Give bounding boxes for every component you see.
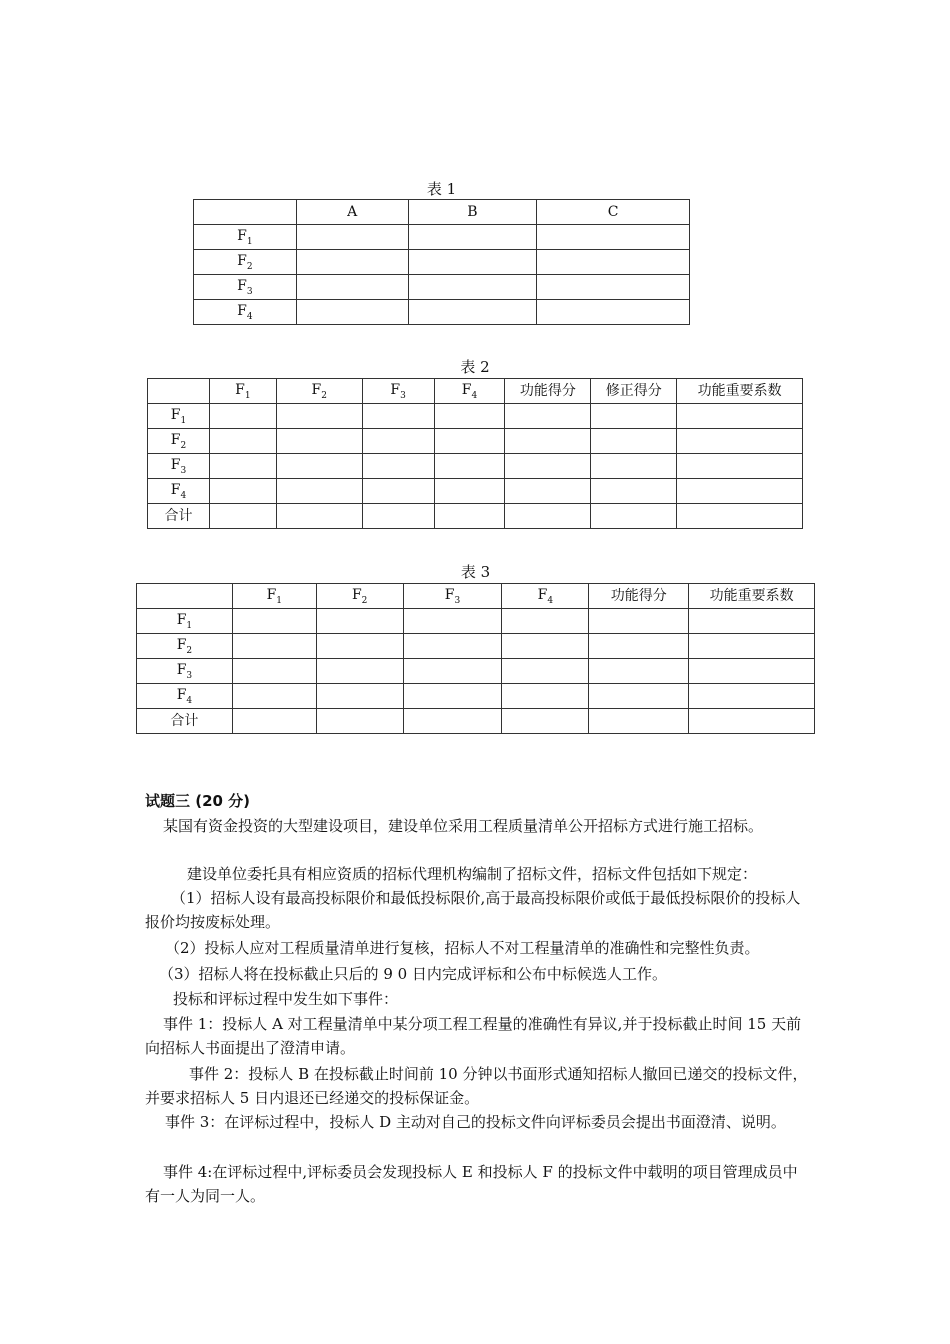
header-sub: 2 xyxy=(321,390,327,401)
table3-header-cell xyxy=(316,584,403,609)
table1-cell xyxy=(296,275,408,300)
table2-header-cell xyxy=(505,379,591,404)
row-label-text: 合计 xyxy=(164,508,193,525)
table3-cell xyxy=(589,634,689,659)
table2-row xyxy=(148,429,803,454)
table3-cell xyxy=(502,609,589,634)
table3-header-cell xyxy=(232,584,316,609)
table1-row-label xyxy=(194,250,297,275)
row-label-sub: 2 xyxy=(186,645,193,656)
header-text: F xyxy=(311,381,322,398)
table2-cell xyxy=(591,479,677,504)
header-text: F xyxy=(390,381,401,398)
table2-row xyxy=(148,454,803,479)
table1-cell xyxy=(296,225,408,250)
table1-cell xyxy=(408,275,537,300)
table3-cell xyxy=(589,684,689,709)
table2-row-label xyxy=(148,429,210,454)
table3-cell xyxy=(502,684,589,709)
question-paragraph: （3）招标人将在投标截止只后的 9 0 日内完成评标和公布中标候选人工作。 xyxy=(159,965,667,983)
table1-row xyxy=(194,300,690,325)
table2-cell xyxy=(434,479,505,504)
table3-cell xyxy=(502,634,589,659)
table2-cell xyxy=(276,454,362,479)
header-sub: 3 xyxy=(400,390,406,401)
table1-cell xyxy=(408,300,537,325)
row-label-text: F xyxy=(176,661,187,678)
table3-cell xyxy=(403,634,502,659)
table3-cell xyxy=(403,709,502,734)
table3 xyxy=(136,583,815,734)
table3-row xyxy=(137,609,815,634)
table3-cell xyxy=(589,659,689,684)
header-text: 功能重要系数 xyxy=(697,383,782,400)
table2-cell xyxy=(362,404,434,429)
table2-cell xyxy=(276,404,362,429)
table2-cell xyxy=(591,454,677,479)
table1-header-cell: A xyxy=(296,200,408,225)
table3-cell xyxy=(502,709,589,734)
table2-cell xyxy=(505,504,591,529)
table3-cell xyxy=(232,634,316,659)
row-label-text: F xyxy=(170,406,181,423)
table1-row xyxy=(194,250,690,275)
table2-header-cell xyxy=(209,379,276,404)
header-text: F xyxy=(537,586,548,603)
table2-cell xyxy=(677,454,803,479)
header-text: 功能得分 xyxy=(519,383,576,400)
table2-cell xyxy=(276,479,362,504)
table3-cell xyxy=(316,634,403,659)
row-label-sub: 1 xyxy=(180,415,187,426)
table3-header-cell xyxy=(403,584,502,609)
table3-cell xyxy=(403,659,502,684)
table2-cell xyxy=(677,479,803,504)
header-text: F xyxy=(351,586,362,603)
row-label-sub: 1 xyxy=(246,236,253,247)
table2-cell xyxy=(209,504,276,529)
header-text: 修正得分 xyxy=(605,383,662,400)
header-text: F xyxy=(444,586,455,603)
table1-cell xyxy=(408,250,537,275)
row-label-text: F xyxy=(170,456,181,473)
table2-caption: 表 2 xyxy=(460,358,490,376)
table3-cell xyxy=(403,684,502,709)
table1-cell xyxy=(296,250,408,275)
table3-header-cell xyxy=(589,584,689,609)
table2-cell xyxy=(434,454,505,479)
question-paragraph: （2）投标人应对工程质量清单进行复核，招标人不对工程量清单的准确性和完整性负责。 xyxy=(165,939,760,957)
table1-cell xyxy=(296,300,408,325)
table2-header-cell xyxy=(276,379,362,404)
table2-cell xyxy=(677,504,803,529)
row-label-sub: 4 xyxy=(180,490,187,501)
row-label-text: F xyxy=(237,302,247,319)
table2-cell xyxy=(362,479,434,504)
table2-cell xyxy=(362,429,434,454)
table2-header-row xyxy=(148,379,803,404)
header-sub: 4 xyxy=(471,390,478,401)
table2-header-cell xyxy=(362,379,434,404)
table2-row xyxy=(148,479,803,504)
table3-cell xyxy=(689,684,815,709)
table3-cell xyxy=(316,659,403,684)
table2-row-label xyxy=(148,479,210,504)
table3-row xyxy=(137,684,815,709)
table3-cell xyxy=(589,709,689,734)
table1-cell xyxy=(537,300,690,325)
table2-cell xyxy=(505,404,591,429)
header-text: 功能得分 xyxy=(610,588,667,605)
header-sub: 1 xyxy=(244,390,251,401)
table3-caption: 表 3 xyxy=(460,563,491,581)
table2-cell xyxy=(505,479,591,504)
table2-cell xyxy=(591,429,677,454)
row-label-text: F xyxy=(237,277,247,294)
row-label-sub: 3 xyxy=(186,670,193,681)
table3-header-cell xyxy=(689,584,815,609)
table2-cell xyxy=(505,454,591,479)
table2-row xyxy=(148,404,803,429)
question-paragraph: 某国有资金投资的大型建设项目，建设单位采用工程质量清单公开招标方式进行施工招标。 xyxy=(163,817,764,835)
table3-row-label xyxy=(137,609,233,634)
row-label-sub: 4 xyxy=(246,311,253,322)
table3-row-label xyxy=(137,659,233,684)
table1-row-label xyxy=(194,300,297,325)
table3-cell xyxy=(689,659,815,684)
table1-cell xyxy=(537,225,690,250)
row-label-sub: 2 xyxy=(180,440,187,451)
table3-cell xyxy=(689,634,815,659)
table3-cell xyxy=(316,709,403,734)
row-label-sub: 1 xyxy=(186,620,193,631)
table1-header-cell: B xyxy=(408,200,537,225)
question-paragraph: 事件 3：在评标过程中，投标人 D 主动对自己的投标文件向评标委员会提出书面澄清、说明。 xyxy=(165,1113,786,1131)
table2-cell xyxy=(209,479,276,504)
table2-cell xyxy=(677,429,803,454)
header-sub: 2 xyxy=(361,595,368,606)
table2-row-label xyxy=(148,454,210,479)
table3-row xyxy=(137,659,815,684)
header-text: F xyxy=(266,586,277,603)
row-label-text: F xyxy=(237,227,247,244)
row-label-text: F xyxy=(176,636,187,653)
question-paragraph: 事件 4:在评标过程中,评标委员会发现投标人 E 和投标人 F 的投标文件中载明的项目管理成员中有一人为同一人。 xyxy=(145,1163,798,1205)
table3-row xyxy=(137,709,815,734)
table1-row xyxy=(194,225,690,250)
row-label-text: 合计 xyxy=(170,713,199,730)
row-label-sub: 3 xyxy=(246,286,253,297)
table3-cell xyxy=(316,684,403,709)
table2-cell xyxy=(434,504,505,529)
table2-header-cell xyxy=(434,379,505,404)
table2-row-label xyxy=(148,504,210,529)
question-paragraph: 建设单位委托具有相应资质的招标代理机构编制了招标文件，招标文件包括如下规定： xyxy=(187,865,758,883)
table3-row-label xyxy=(137,684,233,709)
table2-cell xyxy=(209,404,276,429)
table2-cell xyxy=(505,429,591,454)
table1 xyxy=(193,199,690,325)
row-label-sub: 3 xyxy=(180,465,187,476)
table1-header-cell xyxy=(194,200,297,225)
header-sub: 1 xyxy=(276,595,283,606)
question-paragraph: 投标和评标过程中发生如下事件： xyxy=(173,990,399,1008)
table1-row-label xyxy=(194,225,297,250)
row-label-text: F xyxy=(170,481,181,498)
table1-cell xyxy=(408,225,537,250)
header-text: F xyxy=(235,381,245,398)
row-label-sub: 4 xyxy=(186,695,193,706)
table3-cell xyxy=(502,659,589,684)
table2-cell xyxy=(276,504,362,529)
table3-row-label xyxy=(137,709,233,734)
table2-cell xyxy=(591,404,677,429)
table2-cell xyxy=(276,429,362,454)
header-text: F xyxy=(461,381,472,398)
table3-cell xyxy=(232,659,316,684)
table2-cell xyxy=(209,429,276,454)
table2 xyxy=(147,378,803,529)
table3-header-cell xyxy=(502,584,589,609)
table2-cell xyxy=(591,504,677,529)
table3-cell xyxy=(689,609,815,634)
row-label-text: F xyxy=(170,431,181,448)
row-label-sub: 2 xyxy=(246,261,253,272)
table2-cell xyxy=(677,404,803,429)
table3-cell xyxy=(316,609,403,634)
table3-cell xyxy=(232,709,316,734)
table1-header-row xyxy=(194,200,690,225)
table1-row-label xyxy=(194,275,297,300)
table2-row xyxy=(148,504,803,529)
table3-cell xyxy=(589,609,689,634)
table3-header-cell xyxy=(137,584,233,609)
table3-header-row xyxy=(137,584,815,609)
table2-cell xyxy=(434,404,505,429)
table2-cell xyxy=(362,504,434,529)
table1-row xyxy=(194,275,690,300)
table2-cell xyxy=(434,429,505,454)
question-paragraph: 事件 2：投标人 B 在投标截止时间前 10 分钟以书面形式通知招标人撤回已递交的投标文件，并要求招标人 5 日内退还已经递交的投标保证金。 xyxy=(145,1065,808,1107)
table2-row-label xyxy=(148,404,210,429)
table3-cell xyxy=(689,709,815,734)
table2-header-cell xyxy=(591,379,677,404)
header-sub: 4 xyxy=(547,595,554,606)
table3-cell xyxy=(403,609,502,634)
header-text: 功能重要系数 xyxy=(709,588,794,605)
row-label-text: F xyxy=(237,252,247,269)
question-paragraph: 事件 1：投标人 A 对工程量清单中某分项工程工程量的准确性有异议,并于投标截止时间 15 天前向招标人书面提出了澄清申请。 xyxy=(145,1015,802,1057)
question-title: 试题三 (20 分) xyxy=(145,792,251,810)
table1-header-cell: C xyxy=(537,200,690,225)
table1-cell xyxy=(537,250,690,275)
table1-cell xyxy=(537,275,690,300)
table2-header-cell xyxy=(677,379,803,404)
question-paragraph: （1）招标人设有最高投标限价和最低投标限价,高于最高投标限价或低于最低投标限价的投标人报价均按废标处理。 xyxy=(145,889,801,931)
row-label-text: F xyxy=(176,686,187,703)
table3-cell xyxy=(232,684,316,709)
table1-caption: 表 1 xyxy=(426,180,457,198)
row-label-text: F xyxy=(176,611,187,628)
table2-header-cell xyxy=(148,379,210,404)
table3-row xyxy=(137,634,815,659)
table3-row-label xyxy=(137,634,233,659)
table2-cell xyxy=(362,454,434,479)
table2-cell xyxy=(209,454,276,479)
table3-cell xyxy=(232,609,316,634)
header-sub: 3 xyxy=(454,595,461,606)
